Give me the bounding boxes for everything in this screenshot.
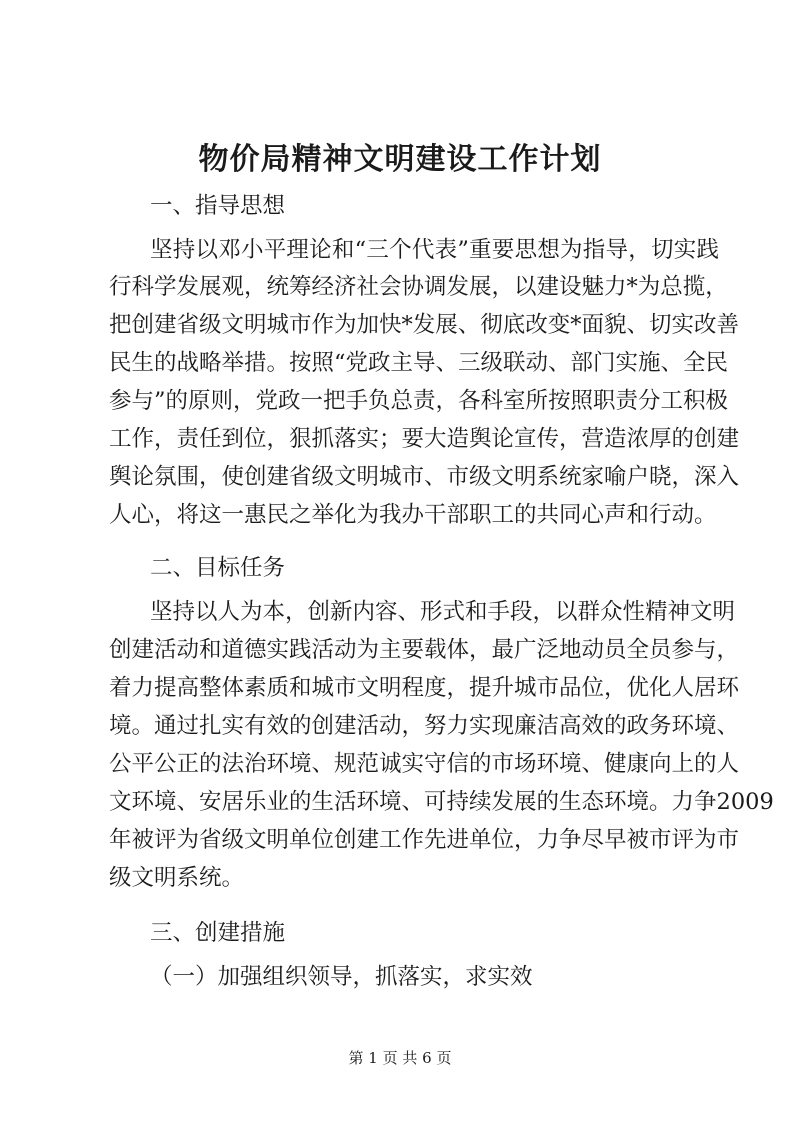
paragraph-line: 公平公正的法治环境、规范诚实守信的市场环境、健康向上的人: [109, 751, 740, 777]
page-footer: 第 1 页 共 6 页: [348, 1049, 452, 1067]
paragraph-line: 着力提高整体素质和城市文明程度，提升城市品位，优化人居环: [109, 675, 740, 701]
paragraph-line: 民生的战略举措。按照“党政主导、三级联动、部门实施、全民: [109, 350, 729, 376]
paragraph-line: 工作，责任到位，狠抓落实；要大造舆论宣传，营造浓厚的创建: [109, 426, 740, 452]
section-heading-1: 一、指导思想: [150, 193, 286, 219]
paragraph-line: 坚持以邓小平理论和“三个代表”重要思想为指导，切实践: [150, 237, 719, 263]
paragraph-line: 舆论氛围，使创建省级文明城市、市级文明系统家喻户晓，深入: [109, 464, 740, 490]
section-heading-2: 二、目标任务: [150, 555, 286, 581]
paragraph-line: 年被评为省级文明单位创建工作先进单位，力争尽早被市评为市: [109, 827, 740, 853]
document-title: 物价局精神文明建设工作计划: [198, 142, 602, 177]
paragraph-line: 创建活动和道德实践活动为主要载体，最广泛地动员全员参与，: [109, 637, 740, 663]
subsection-heading: （一）加强组织领导，抓落实，求实效: [150, 964, 533, 990]
paragraph-line: 境。通过扎实有效的创建活动，努力实现廉洁高效的政务环境、: [109, 713, 740, 739]
paragraph-line: 参与”的原则，党政一把手负总责，各科室所按照职责分工积极: [109, 388, 729, 414]
paragraph-line: 行科学发展观，统筹经济社会协调发展，以建设魅力*为总揽，: [109, 274, 728, 300]
paragraph-line: 文环境、安居乐业的生活环境、可持续发展的生态环境。力争2009: [109, 789, 774, 815]
paragraph-line: 坚持以人为本，创新内容、形式和手段，以群众性精神文明: [150, 599, 736, 625]
paragraph-line: 级文明系统。: [109, 865, 245, 891]
paragraph-line: 人心，将这一惠民之举化为我办干部职工的共同心声和行动。: [109, 502, 717, 528]
section-heading-3: 三、创建措施: [150, 920, 286, 946]
paragraph-line: 把创建省级文明城市作为加快*发展、彻底改变*面貌、切实改善: [109, 312, 740, 338]
